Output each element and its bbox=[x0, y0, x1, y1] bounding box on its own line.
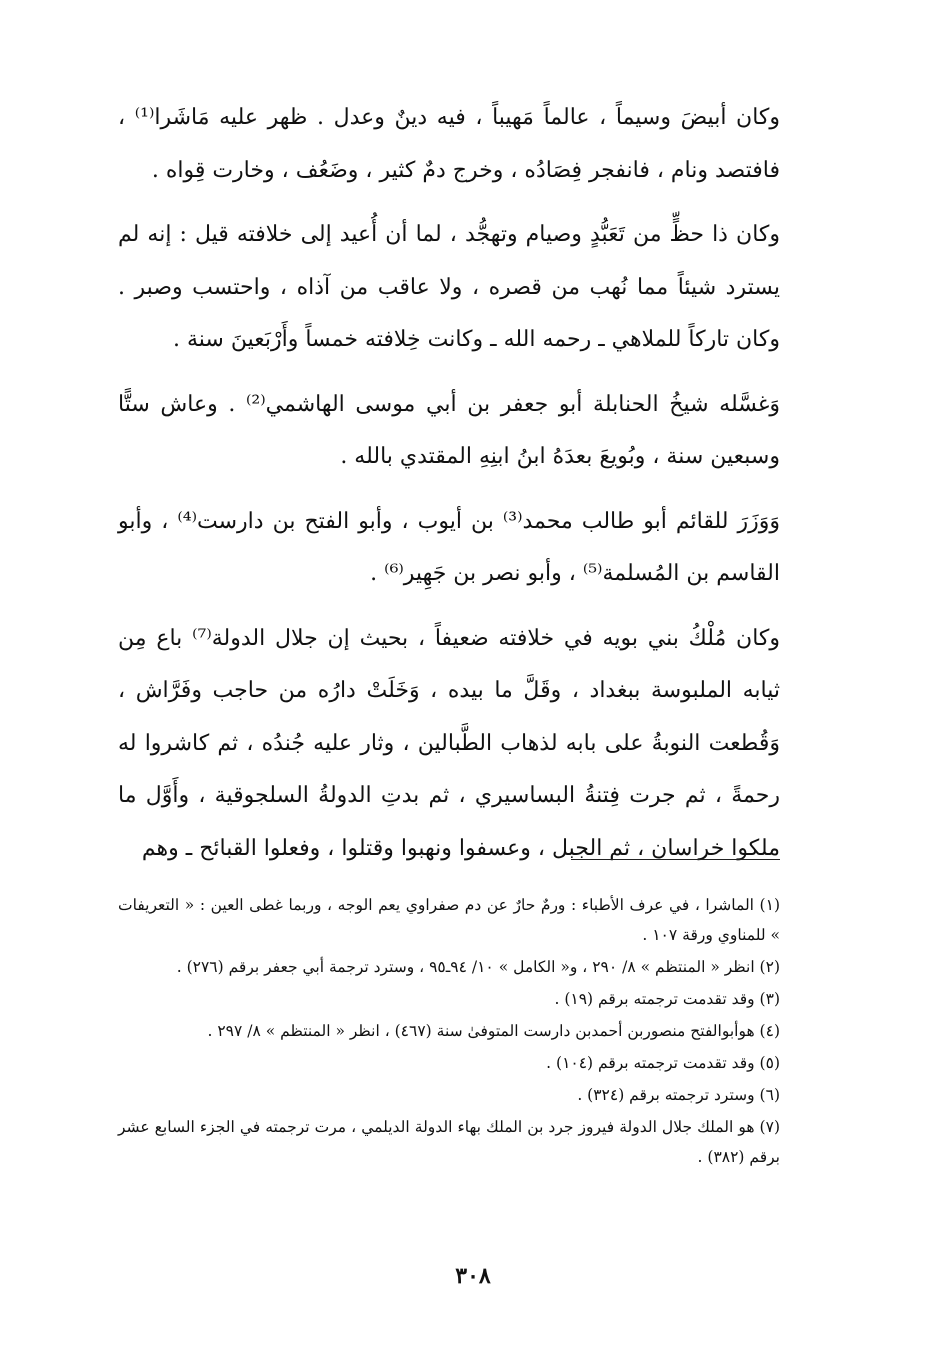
footnotes bbox=[118, 890, 780, 1174]
footnote: (٦) وسترد ترجمته برقم (٣٢٤) . bbox=[577, 1086, 780, 1104]
footnote: (٧) هو الملك جلال الدولة فيروز جرد بن الملك بهاء الدولة الديلمي ، مرت ترجمته في الجزء السابع عشر برقم (٣٨٢) . bbox=[118, 1118, 780, 1166]
paragraph: وَغسَّله شيخُ الحنابلة أبو جعفر بن أبي موسى الهاشمي⁽²⁾ . وعاش ستًّا وسبعين سنة ، وبُويعَ بعدَهُ ابنُ ابنِهِ المقتدي بالله . bbox=[118, 391, 780, 469]
footnote: (٢) انظر « المنتظم » ٨/ ٢٩٠ ، و« الكامل » ١٠/ ٩٤ـ٩٥ ، وسترد ترجمة أبي جعفر برقم (٢٧٦) . bbox=[176, 958, 780, 976]
paragraph: وكان أبيضَ وسيماً ، عالماً مَهيباً ، فيه دينٌ وعدل . ظهر عليه مَاشَرا⁽¹⁾ ، فافتصد ونام ، فانفجر فِصَادُه ، وخرج دمٌ كثير ، وضَعُف ، وخارت قِواه . bbox=[118, 105, 780, 183]
page-number: ٣٠٨ bbox=[455, 1263, 491, 1289]
paragraph: وكان مُلْكُ بني بويه في خلافته ضعيفاً ، بحيث إن جلال الدولة⁽⁷⁾ باع مِن ثيابه الملبوسة ببغداد ، وقَلَّ ما بيده ، وَخَلَتْ دارُه من حاجب وفَرَّاش ، وَقُطعت النوبةُ على بابه لذهاب الطَّبالين ، وثار عليه جُندُه ، ثم كاشروا له رحمةً ، ثم جرت فِتنةُ البساسيري ، ثم بدتِ الدولةُ السلجوقية ، وأَوَّل ما ملكوا خراسان ، ثم الجبل ، وعسفوا ونهبوا وقتلوا ، وفعلوا القبائح ـ وهم bbox=[118, 625, 781, 861]
footnote: (٤) هوأبوالفتح منصوربن أحمدبن دارست المتوفىٰ سنة (٤٦٧) ، انظر « المنتظم » ٨/ ٢٩٧ . bbox=[207, 1022, 780, 1040]
footnote: (٣) وقد تقدمت ترجمته برقم (١٩) . bbox=[554, 990, 780, 1008]
footnote-separator bbox=[571, 859, 780, 860]
footnote: (٥) وقد تقدمت ترجمته برقم (١٠٤) . bbox=[546, 1054, 780, 1072]
main-text bbox=[118, 92, 780, 887]
paragraph: وكان ذا حظٍّ من تَعَبُّدٍ وصيام وتهجُّد ، لما أن أُعيد إلى خلافته قيل : إنه لم يسترد شيئاً مما نُهب من قصره ، ولا عاقب من آذاه ، واحتسب وصبر . وكان تاركاً للملاهي ـ رحمه الله ـ وكانت خِلافته خمساً وأَرْبَعينَ سنة . bbox=[118, 222, 780, 352]
paragraph: وَوَزَرَ للقائم أبو طالب محمد⁽³⁾ بن أيوب ، وأبو الفتح بن دارست⁽⁴⁾ ، وأبو القاسم بن المُسلمة⁽⁵⁾ ، وأبو نصر بن جَهِير⁽⁶⁾ . bbox=[118, 508, 780, 586]
footnote: (١) الماشرا ، في عرف الأطباء : ورمٌ حارٌ عن دم صفراوي يعم الوجه ، وربما غطى العين : « التعريفات » للمناوي ورقة ١٠٧ . bbox=[118, 896, 780, 944]
